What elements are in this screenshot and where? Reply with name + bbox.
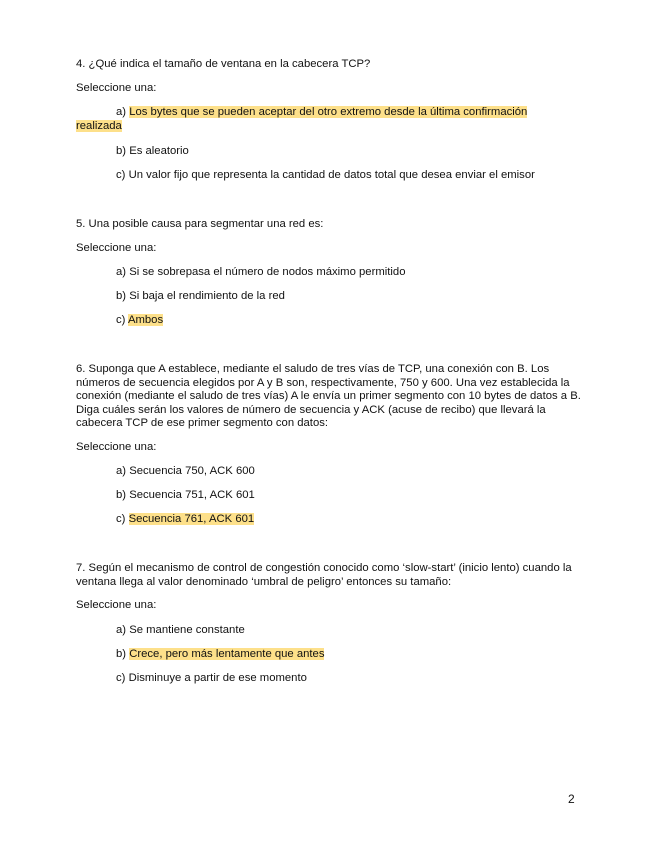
question-prompt: Seleccione una: (76, 242, 157, 254)
answer-option (116, 624, 245, 636)
option-prefix: a) (116, 106, 130, 118)
answer-option (116, 169, 535, 181)
question-prompt: Seleccione una: (76, 599, 157, 611)
question-prompt: Seleccione una: (76, 82, 157, 94)
option-text: Secuencia 751, ACK 601 (129, 489, 255, 501)
option-text: Secuencia 750, ACK 600 (129, 465, 255, 477)
option-text-highlighted: Secuencia 761, ACK 601 (128, 513, 255, 525)
option-prefix: c) (116, 672, 129, 684)
answer-option (116, 513, 254, 525)
answer-option (116, 290, 285, 302)
option-prefix: a) (116, 624, 130, 636)
option-text: Disminuye a partir de ese momento (128, 672, 307, 684)
answer-option (116, 465, 255, 477)
option-text-highlighted: Ambos (127, 314, 164, 326)
option-text: Es aleatorio (129, 145, 189, 157)
question-6 (76, 363, 581, 525)
option-text-highlighted: Los bytes que se pueden aceptar del otro extremo desde la última confirmación realizada (76, 106, 528, 132)
option-text: Se mantiene constante (129, 624, 245, 636)
answer-option (76, 106, 556, 133)
answer-option (116, 314, 163, 326)
option-text: Un valor fijo que representa la cantidad de datos total que desea enviar el emisor (128, 169, 535, 181)
answer-option (116, 672, 307, 684)
option-prefix: b) (116, 145, 130, 157)
option-prefix: b) (116, 648, 130, 660)
question-text: 6. Suponga que A establece, mediante el saludo de tres vías de TCP, una conexión con B. Los números de secuencia elegidos por A y B son, respectivamente, 750 y 600. Una vez establecida la conexión (mediante el saludo de tres vías) A le envía un primer segmento con 10 bytes de datos a B. Diga cuáles serán los valores de número de secuencia y ACK (acuse de recibo) que llevará la cabecera TCP de ese primer segmento con datos: (76, 363, 581, 429)
option-prefix: b) (116, 290, 130, 302)
option-prefix: a) (116, 465, 130, 477)
option-prefix: c) (116, 314, 128, 326)
option-text: Si baja el rendimiento de la red (129, 290, 285, 302)
question-prompt: Seleccione una: (76, 441, 157, 453)
question-5 (76, 218, 581, 326)
option-text-highlighted: Crece, pero más lentamente que antes (129, 648, 325, 660)
question-4 (76, 58, 581, 181)
option-prefix: c) (116, 513, 129, 525)
answer-option (116, 145, 189, 157)
answer-option (116, 648, 324, 660)
question-text: 7. Según el mecanismo de control de congestión conocido como ‘slow-start’ (inicio lento) cuando la ventana llega al valor denominado ‘umbral de peligro’ entonces su tamaño: (76, 562, 572, 588)
option-prefix: c) (116, 169, 129, 181)
option-text: Si se sobrepasa el número de nodos máximo permitido (129, 266, 406, 278)
question-text: 4. ¿Qué indica el tamaño de ventana en la cabecera TCP? (76, 58, 371, 70)
question-text: 5. Una posible causa para segmentar una red es: (76, 218, 324, 230)
option-prefix: a) (116, 266, 130, 278)
question-7 (76, 562, 581, 684)
answer-option (116, 489, 255, 501)
option-prefix: b) (116, 489, 130, 501)
page-number: 2 (568, 792, 575, 806)
answer-option (116, 266, 405, 278)
